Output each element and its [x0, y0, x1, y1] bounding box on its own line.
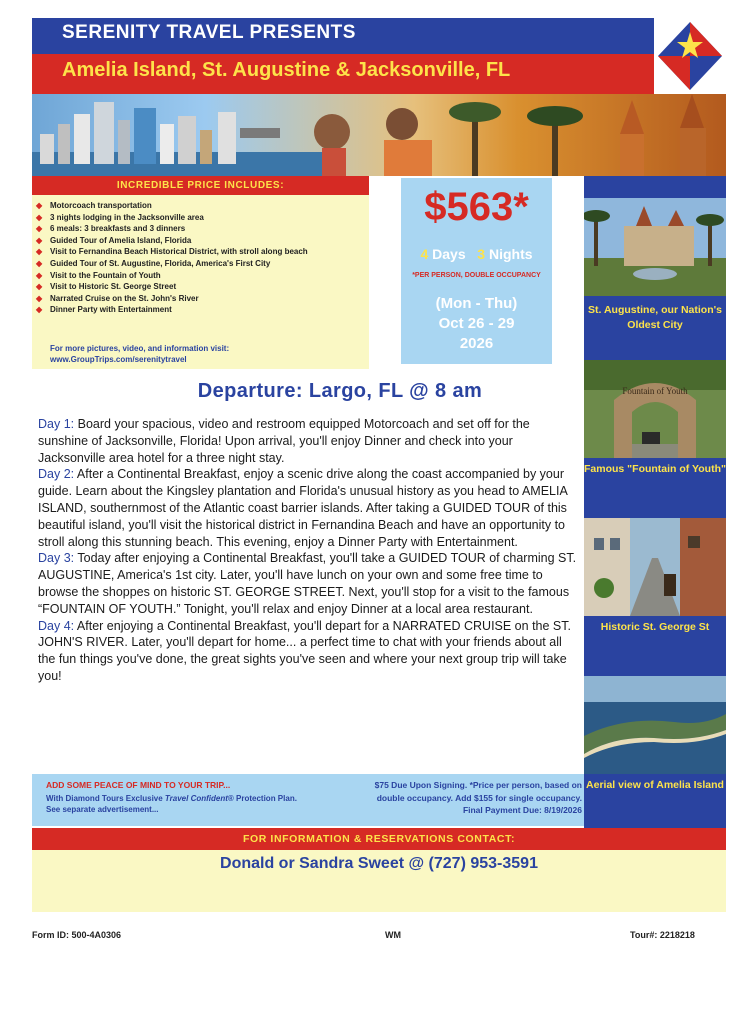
- dates-range: Oct 26 - 29: [438, 315, 515, 332]
- tour-number: Tour#: 2218218: [630, 930, 695, 940]
- price-amount: $563*: [424, 185, 529, 229]
- day-label: Day 3:: [38, 551, 75, 566]
- form-id: Form ID: 500-4A0306: [32, 930, 122, 940]
- payment-line: double occupancy. Add $155 for single occupancy.: [376, 792, 582, 803]
- caption-amelia-island: Aerial view of Amelia Island: [586, 779, 724, 791]
- dates-weekdays: (Mon - Thu): [435, 295, 518, 312]
- list-item: ◆ Visit to Fernandina Beach Historical District, with stroll along beach: [36, 246, 366, 258]
- caption-fountain-of-youth: Famous "Fountain of Youth": [584, 463, 726, 475]
- protection-plan-text: [46, 793, 346, 815]
- list-item: ◆ Dinner Party with Entertainment: [36, 304, 366, 316]
- list-item: ◆ Guided Tour of Amelia Island, Florida: [36, 235, 366, 247]
- st-george-street-photo: [584, 518, 726, 616]
- occupancy-note: *PER PERSON, DOUBLE OCCUPANCY: [412, 272, 541, 279]
- fountain-of-youth-photo: [584, 360, 726, 458]
- banner-photo-collage: [32, 94, 726, 176]
- day-label: Day 1:: [38, 417, 75, 431]
- protection-plan-text-b: ® Protection Plan.: [227, 794, 297, 803]
- trip-dates: [401, 294, 552, 354]
- caption-st-augustine: St. Augustine, our Nation's Oldest City: [588, 304, 722, 331]
- day-label: Day 2:: [38, 467, 75, 482]
- travel-confident-name: Travel Confident: [164, 794, 228, 803]
- amelia-island-aerial-photo: [584, 676, 726, 774]
- itinerary: [38, 416, 582, 685]
- contact-name-phone: Donald or Sandra Sweet @ (727) 953-3591: [220, 855, 538, 872]
- list-item: ◆ 3 nights lodging in the Jacksonville area: [36, 212, 366, 224]
- nights-number: 3: [477, 246, 486, 262]
- day-text: Board your spacious, video and restroom equipped Motorcoach and set off for the sunshine of Jacksonville, Florida! Upon arrival, you'll enjoy Dinner and check into your Jacksonville area hotel for a three night stay.: [38, 417, 530, 465]
- payment-line: $75 Due Upon Signing. *Price per person, based on: [374, 780, 582, 790]
- website-link[interactable]: www.GroupTrips.com/serenitytravel: [50, 355, 187, 364]
- list-item: ◆ Visit to Historic St. George Street: [36, 281, 366, 293]
- diamond-tours-logo-icon: [654, 18, 726, 94]
- protection-plan-line: [46, 793, 346, 804]
- days-number: 4: [420, 246, 429, 262]
- itinerary-day: [38, 416, 582, 466]
- day-text: Today after enjoying a Continental Breakfast, you'll take a GUIDED TOUR of charming ST. AUGUSTINE, America's 1st city. Later, you'll have lunch on your own and some free time to browse the shoppes on historic ST. GEORGE STREET. Next, you'll stop for a visit to the famous “FOUNTAIN OF YOUTH.” Tonight, you'll relax and enjoy Dinner at a local area restaurant.: [38, 551, 577, 616]
- departure-heading: Departure: Largo, FL @ 8 am: [197, 380, 483, 402]
- more-info-text: [50, 343, 229, 365]
- list-item: ◆ Narrated Cruise on the St. John's River: [36, 293, 366, 305]
- list-item: ◆ Motorcoach transportation: [36, 200, 366, 212]
- payment-terms: [332, 779, 582, 817]
- trip-subtitle: Amelia Island, St. Augustine & Jacksonville, FL: [62, 59, 511, 81]
- presents-title: SERENITY TRAVEL PRESENTS: [62, 22, 356, 43]
- list-item: ◆ Visit to the Fountain of Youth: [36, 270, 366, 282]
- protection-plan-title: ADD SOME PEACE OF MIND TO YOUR TRIP...: [46, 780, 231, 790]
- includes-header: INCREDIBLE PRICE INCLUDES:: [32, 176, 369, 195]
- protection-plan-text-a: With Diamond Tours Exclusive: [46, 794, 165, 803]
- nights-label: Nights: [488, 246, 533, 262]
- day-label: Day 4:: [38, 618, 75, 633]
- list-item: ◆ 6 meals: 3 breakfasts and 3 dinners: [36, 223, 366, 235]
- banner-skyline-image: [32, 94, 726, 176]
- caption-st-george-street: Historic St. George St: [600, 621, 710, 633]
- wm-mark: WM: [385, 930, 401, 940]
- fountain-sign-text: Fountain of Youth: [622, 386, 688, 396]
- logo-box: [654, 18, 726, 94]
- days-label: Days: [432, 246, 466, 262]
- final-payment-due: Final Payment Due: 8/19/2026: [462, 805, 582, 815]
- list-item: ◆ Guided Tour of St. Augustine, Florida, America's First City: [36, 258, 366, 270]
- duration: [401, 246, 552, 262]
- more-info-label: For more pictures, video, and information visit:: [50, 344, 230, 353]
- st-augustine-photo: [584, 198, 726, 296]
- dates-year: 2026: [459, 335, 494, 352]
- contact-header: FOR INFORMATION & RESERVATIONS CONTACT:: [32, 828, 726, 850]
- itinerary-day: [38, 618, 582, 685]
- separate-ad-note: See separate advertisement...: [46, 805, 159, 814]
- day-text: After a Continental Breakfast, enjoy a scenic drive along the coast accompanied by your guide. Learn about the Kingsley plantation and Florida's unusual history as you head to AMELIA ISLAND, southernmost of the Atlantic coast barrier islands. After taking a GUIDED TOUR of this beautiful island, you'll visit the historical district in Fernandina Beach and have an opportunity to stroll along this stunning beach. This evening, enjoy a Dinner Party with Entertainment.: [38, 467, 568, 549]
- day-text: After enjoying a Continental Breakfast, you'll depart for a NARRATED CRUISE on the ST. JOHN'S RIVER. Later, you'll depart for home... a perfect time to chat with your friends about all the fun things you've done, the great sights you've seen and where your next group trip will take you!: [38, 618, 571, 683]
- includes-list: [36, 200, 366, 316]
- itinerary-day: [38, 466, 582, 550]
- itinerary-day: [38, 550, 582, 617]
